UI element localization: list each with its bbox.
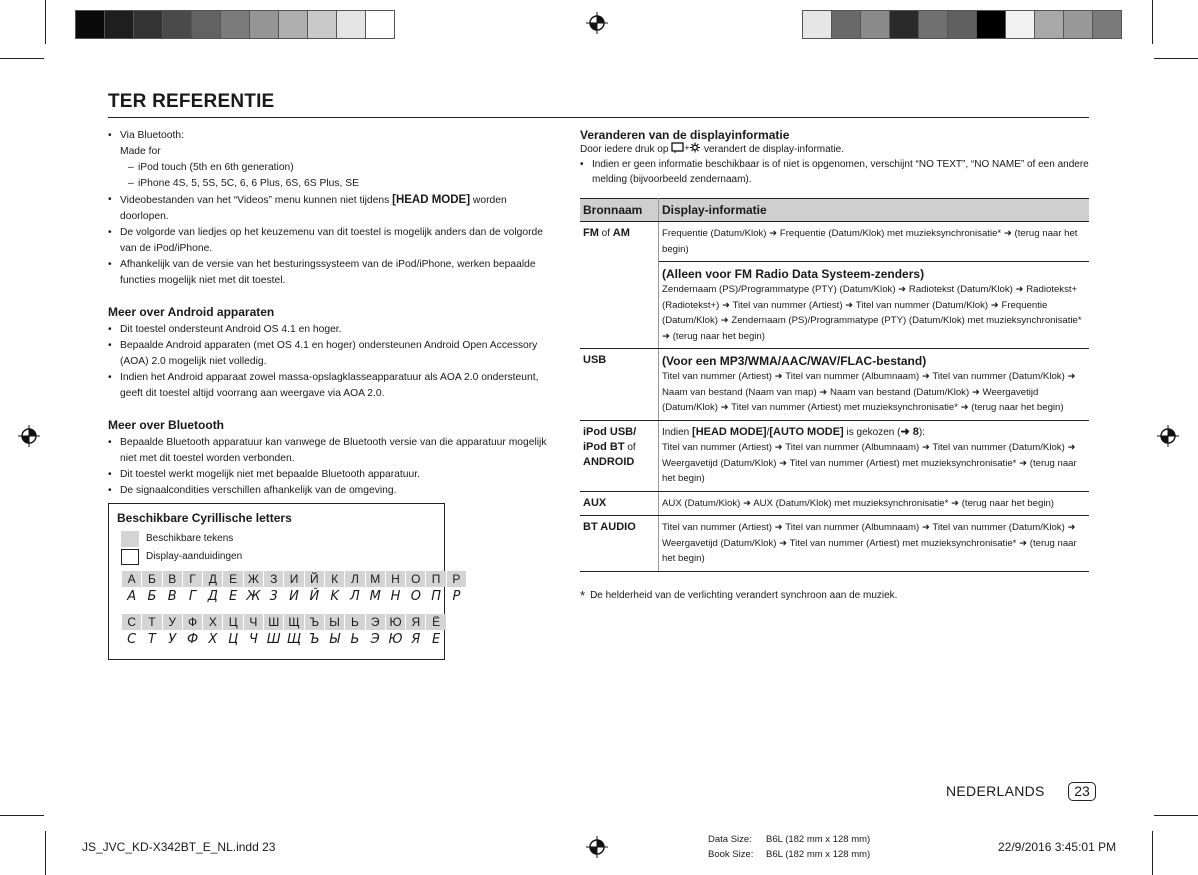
color-swatch bbox=[860, 10, 890, 39]
info-cell bbox=[659, 349, 1090, 421]
cyrillic-char: С bbox=[122, 614, 141, 630]
column-header: Display-informatie bbox=[659, 199, 1090, 222]
display-char: П bbox=[431, 589, 441, 604]
cyrillic-char: Д bbox=[203, 571, 222, 587]
sub-list-item: – iPod touch (5th en 6th generation) bbox=[128, 160, 558, 176]
color-swatch bbox=[365, 10, 395, 39]
svg-text:+: + bbox=[684, 144, 691, 152]
footnote-mark: * bbox=[580, 588, 586, 603]
color-swatch bbox=[104, 10, 134, 39]
cyrillic-char: В bbox=[163, 571, 182, 587]
page-ref-link[interactable]: ➜ 8 bbox=[900, 425, 919, 438]
source-connector: of bbox=[598, 228, 613, 239]
display-char: У bbox=[168, 632, 177, 647]
display-char: P bbox=[452, 589, 461, 604]
footnote-text: De helderheid van de verlichting verandert synchroon aan de muziek. bbox=[590, 590, 898, 601]
info-subheading: (Alleen voor FM Radio Data Systeem-zenders) bbox=[662, 267, 925, 281]
display-char: E bbox=[229, 589, 238, 604]
cyrillic-char: Ь bbox=[345, 614, 364, 630]
display-char: 3 bbox=[269, 589, 278, 604]
table-row bbox=[580, 516, 1089, 572]
cyrillic-char: Ё bbox=[426, 614, 445, 630]
cyrillic-char: П bbox=[426, 571, 445, 587]
cyrillic-char: Ц bbox=[223, 614, 242, 630]
cyrillic-char: Г bbox=[183, 571, 202, 587]
info-text: Titel van nummer (Artiest) ➜ Titel van nummer (Albumnaam) ➜ Titel van nummer (Datum/Klok) ➜ Naam van bestand (Naam van map) ➜ Naam van bestand (Datum/Klok) ➜ Weergavetijd (Datum/Klok) ➜ Titel van nummer (Artiest) met muzieksynchronisatie* ➜ (terug naar het begin) bbox=[662, 371, 1076, 413]
cyrillic-char: М bbox=[366, 571, 385, 587]
bullet-mark: • bbox=[580, 159, 584, 170]
display-char: Ъ bbox=[308, 632, 320, 647]
info-text: Frequentie (Datum/Klok) ➜ Frequentie (Datum/Klok) met muzieksynchronisatie* ➜ (terug naar het begin) bbox=[662, 228, 1078, 255]
intro-part: Door iedere druk op bbox=[580, 144, 669, 155]
ipod-notes-list bbox=[108, 128, 558, 289]
color-swatch bbox=[278, 10, 308, 39]
bluetooth-item-text: • Via Bluetooth: bbox=[120, 130, 184, 141]
crop-mark bbox=[1152, 831, 1153, 875]
language-label: NEDERLANDS bbox=[946, 783, 1045, 799]
display-char: Ж bbox=[246, 589, 261, 604]
list-item bbox=[108, 192, 558, 225]
display-char: M bbox=[369, 589, 381, 604]
rds-block bbox=[659, 261, 1089, 344]
cyrillic-char: Щ bbox=[284, 614, 303, 630]
slug-book-size-label: Book Size: bbox=[708, 849, 754, 860]
legend-label: Beschikbare tekens bbox=[146, 533, 234, 544]
crop-mark bbox=[1152, 0, 1153, 44]
color-swatch bbox=[336, 10, 366, 39]
cond-part: Indien bbox=[662, 426, 693, 438]
cyrillic-char: Х bbox=[203, 614, 222, 630]
intro-part: verandert de display-informatie. bbox=[703, 144, 845, 155]
cyrillic-char: Ж bbox=[244, 571, 263, 587]
crop-mark bbox=[1154, 815, 1198, 816]
table-row bbox=[580, 491, 1089, 516]
slug-timestamp: 22/9/2016 3:45:01 PM bbox=[998, 840, 1117, 854]
right-column bbox=[580, 128, 1090, 187]
color-swatch bbox=[889, 10, 919, 39]
table-row bbox=[580, 222, 1089, 349]
display-char: Ч bbox=[248, 632, 258, 647]
table-footnote bbox=[580, 588, 897, 603]
display-char: Б bbox=[147, 589, 157, 604]
slug-data-size: B6L (182 mm x 128 mm) bbox=[766, 834, 871, 845]
cyrillic-char: Е bbox=[223, 571, 242, 587]
source-cell bbox=[580, 222, 659, 349]
display-char: Ю bbox=[388, 632, 403, 647]
condition-text bbox=[662, 425, 1086, 441]
source-cell: USB bbox=[580, 349, 659, 421]
legend-label: Display-aanduidingen bbox=[146, 551, 243, 562]
info-bullet bbox=[580, 157, 1090, 187]
display-char: Г bbox=[188, 589, 197, 604]
info-cell bbox=[659, 420, 1090, 491]
color-swatch bbox=[802, 10, 832, 39]
section-heading: Veranderen van de displayinformatie bbox=[580, 128, 790, 142]
color-swatch bbox=[249, 10, 279, 39]
cyrillic-char: Ъ bbox=[305, 614, 324, 630]
cyrillic-char: О bbox=[406, 571, 425, 587]
cyrillic-char: У bbox=[163, 614, 182, 630]
display-char: Ф bbox=[186, 632, 199, 647]
source-cell: AUX bbox=[580, 491, 659, 516]
cyrillic-char-row bbox=[122, 571, 467, 587]
display-char: Д bbox=[207, 589, 218, 604]
cyrillic-char: Р bbox=[447, 571, 466, 587]
android-list bbox=[108, 322, 558, 402]
registration-mark-icon bbox=[18, 425, 40, 447]
legend-swatch-display bbox=[121, 549, 139, 565]
display-char: Й bbox=[309, 589, 320, 604]
page-title: TER REFERENTIE bbox=[108, 91, 275, 112]
list-item: • Dit toestel ondersteunt Android OS 4.1 en hoger. bbox=[108, 322, 558, 338]
display-char: H bbox=[390, 589, 401, 604]
sub-list-item: – iPhone 4S, 5, 5S, 5C, 6, 6 Plus, 6S, 6S Plus, SE bbox=[128, 176, 558, 192]
table-row bbox=[580, 349, 1089, 421]
display-char: X bbox=[208, 632, 218, 647]
display-char-row bbox=[122, 631, 447, 649]
color-swatch bbox=[976, 10, 1006, 39]
display-char: T bbox=[147, 632, 156, 647]
crop-mark bbox=[0, 58, 44, 59]
display-char: И bbox=[289, 589, 299, 604]
registration-mark-icon bbox=[586, 12, 608, 34]
table-header-row bbox=[580, 199, 1089, 222]
cond-part: / bbox=[766, 426, 770, 438]
cyrillic-char: И bbox=[284, 571, 303, 587]
display-char: Щ bbox=[286, 632, 302, 647]
item-text: worden doorlopen. bbox=[120, 195, 507, 222]
color-swatch bbox=[947, 10, 977, 39]
title-rule bbox=[108, 117, 1089, 118]
crop-mark bbox=[0, 815, 44, 816]
color-swatch bbox=[1063, 10, 1093, 39]
display-char: C bbox=[127, 632, 137, 647]
cyrillic-char: Ч bbox=[244, 614, 263, 630]
cyrillic-char: Л bbox=[345, 571, 364, 587]
cyrillic-char: Э bbox=[366, 614, 385, 630]
color-swatch bbox=[1034, 10, 1064, 39]
display-char: Ш bbox=[266, 632, 281, 647]
cyrillic-char: Н bbox=[386, 571, 405, 587]
list-item: • Afhankelijk van de versie van het besturingssysteem van de iPod/iPhone, werken bepaalde functies mogelijk niet met dit toestel. bbox=[108, 257, 558, 289]
color-swatch bbox=[1005, 10, 1035, 39]
left-column bbox=[108, 128, 558, 499]
display-char: Ц bbox=[228, 632, 239, 647]
cyrillic-char: Ы bbox=[325, 614, 344, 630]
info-text: Zendernaam (PS)/Programmatype (PTY) (Datum/Klok) ➜ Radiotekst (Datum/Klok) ➜ Radiotekst+ (Radiotekst+) ➜ Titel van nummer (Artiest) ➜ Titel van nummer (Datum/Klok) ➜ Frequentie (Datum/Klok) ➜ Zendernaam (PS)/Programmatype (PTY) (Datum/Klok) met muzieksynchronisatie* ➜ (terug naar het begin) bbox=[662, 284, 1082, 342]
display-char: Л bbox=[350, 589, 360, 604]
page-number: 23 bbox=[1068, 782, 1096, 801]
list-item: • Bepaalde Bluetooth apparatuur kan vanwege de Bluetooth versie van die apparatuur mogelijk niet met dit toestel worden verbonden. bbox=[108, 435, 558, 467]
box-title: Beschikbare Cyrillische letters bbox=[117, 511, 292, 525]
button-ref-text: [AUTO MODE] bbox=[769, 425, 844, 438]
display-char: A bbox=[127, 589, 137, 604]
color-swatch bbox=[162, 10, 192, 39]
info-cell: Titel van nummer (Artiest) ➜ Titel van nummer (Albumnaam) ➜ Titel van nummer (Datum/Klok) ➜ Weergavetijd (Datum/Klok) ➜ Titel van nummer (Artiest) met muzieksynchronisatie* ➜ (terug naar het begin) bbox=[659, 516, 1090, 572]
crop-mark bbox=[45, 0, 46, 44]
display-char: Я bbox=[411, 632, 421, 647]
column-header: Bronnaam bbox=[580, 199, 659, 222]
cyrillic-char: Т bbox=[142, 614, 161, 630]
intro-text bbox=[580, 142, 1090, 157]
source-name: iPod USB/ bbox=[583, 425, 637, 438]
display-char: Э bbox=[370, 632, 380, 647]
cyrillic-char: К bbox=[325, 571, 344, 587]
source-cell bbox=[580, 420, 659, 491]
color-swatch bbox=[918, 10, 948, 39]
color-swatch bbox=[307, 10, 337, 39]
list-item: • Bepaalde Android apparaten (met OS 4.1 en hoger) ondersteunen Android Open Accessory (AOA) 2.0 mogelijk niet volledig. bbox=[108, 338, 558, 370]
info-text: Titel van nummer (Artiest) ➜ Titel van nummer (Albumnaam) ➜ Titel van nummer (Datum/Klok) ➜ Weergavetijd (Datum/Klok) ➜ Titel van nummer (Artiest) met muzieksynchronisatie* ➜ (terug naar het begin) bbox=[662, 442, 1077, 484]
cond-part: is gekozen ( bbox=[843, 426, 901, 438]
display-char-row bbox=[122, 588, 467, 606]
color-swatch bbox=[220, 10, 250, 39]
display-char: Ы bbox=[329, 632, 340, 647]
display-info-table bbox=[580, 198, 1089, 572]
source-cell: BT AUDIO bbox=[580, 516, 659, 572]
cyrillic-char: Б bbox=[142, 571, 161, 587]
slug-filename: JS_JVC_KD-X342BT_E_NL.indd 23 bbox=[82, 840, 276, 854]
bullet-text: Indien er geen informatie beschikbaar is of niet is opgenomen, verschijnt “NO TEXT”, “NO NAME” of een andere melding (bijvoorbeeld zendernaam). bbox=[592, 159, 1089, 185]
slug-book-size: B6L (182 mm x 128 mm) bbox=[766, 849, 871, 860]
item-text: Videobestanden van het “Videos” menu kunnen niet tijdens bbox=[120, 195, 393, 206]
cyrillic-char-row bbox=[122, 614, 447, 630]
cyrillic-char: Ш bbox=[264, 614, 283, 630]
list-item: • De signaalcondities verschillen afhankelijk van de omgeving. bbox=[108, 483, 558, 499]
legend-swatch-available bbox=[121, 531, 139, 547]
sub-list bbox=[120, 160, 558, 192]
source-name: iPod BT bbox=[583, 440, 625, 453]
color-swatch bbox=[1092, 10, 1122, 39]
color-swatch bbox=[831, 10, 861, 39]
bluetooth-list bbox=[108, 435, 558, 499]
button-ref-text: [HEAD MODE] bbox=[392, 194, 471, 206]
cyrillic-letters-box bbox=[108, 503, 461, 660]
table-row bbox=[580, 420, 1089, 491]
section-heading: Meer over Android apparaten bbox=[108, 305, 275, 319]
registration-mark-icon bbox=[586, 836, 608, 858]
source-connector: of bbox=[624, 441, 636, 453]
made-for-text: Made for bbox=[120, 146, 161, 157]
slug-data-size-label: Data Size: bbox=[708, 834, 752, 845]
cyrillic-char: Я bbox=[406, 614, 425, 630]
source-name: AM bbox=[612, 227, 630, 239]
list-item: • De volgorde van liedjes op het keuzemenu van dit toestel is mogelijk anders dan de volgorde van de iPod/iPhone. bbox=[108, 225, 558, 257]
source-name: FM bbox=[583, 227, 599, 239]
display-char: O bbox=[410, 589, 421, 604]
cyrillic-char: З bbox=[264, 571, 283, 587]
list-item bbox=[108, 128, 558, 192]
info-cell: AUX (Datum/Klok) ➜ AUX (Datum/Klok) met muzieksynchronisatie* ➜ (terug naar het begin) bbox=[659, 491, 1090, 516]
cyrillic-char: А bbox=[122, 571, 141, 587]
info-cell bbox=[659, 222, 1090, 349]
color-swatch bbox=[191, 10, 221, 39]
display-button-icon bbox=[671, 142, 701, 153]
crop-mark bbox=[1154, 58, 1198, 59]
list-item: • Dit toestel werkt mogelijk niet met bepaalde Bluetooth apparatuur. bbox=[108, 467, 558, 483]
crop-mark bbox=[45, 831, 46, 875]
source-name: ANDROID bbox=[583, 455, 635, 468]
display-char: K bbox=[330, 589, 339, 604]
display-char: E bbox=[431, 632, 441, 647]
cond-part: ): bbox=[918, 426, 925, 438]
display-char: Ь bbox=[350, 632, 360, 647]
cyrillic-char: Ю bbox=[386, 614, 405, 630]
registration-mark-icon bbox=[1157, 425, 1179, 447]
button-ref-text: [HEAD MODE] bbox=[692, 425, 767, 438]
color-swatch bbox=[75, 10, 105, 39]
list-item: • Indien het Android apparaat zowel massa-opslagklasseapparatuur als AOA 2.0 ondersteunt, geeft dit toestel altijd voorrang aan weergave via AOA 2.0. bbox=[108, 370, 558, 402]
info-subheading: (Voor een MP3/WMA/AAC/WAV/FLAC-bestand) bbox=[662, 354, 927, 368]
section-heading: Meer over Bluetooth bbox=[108, 418, 225, 432]
cyrillic-char: Й bbox=[305, 571, 324, 587]
display-char: B bbox=[167, 589, 177, 604]
color-swatch bbox=[133, 10, 163, 39]
cyrillic-char: Ф bbox=[183, 614, 202, 630]
